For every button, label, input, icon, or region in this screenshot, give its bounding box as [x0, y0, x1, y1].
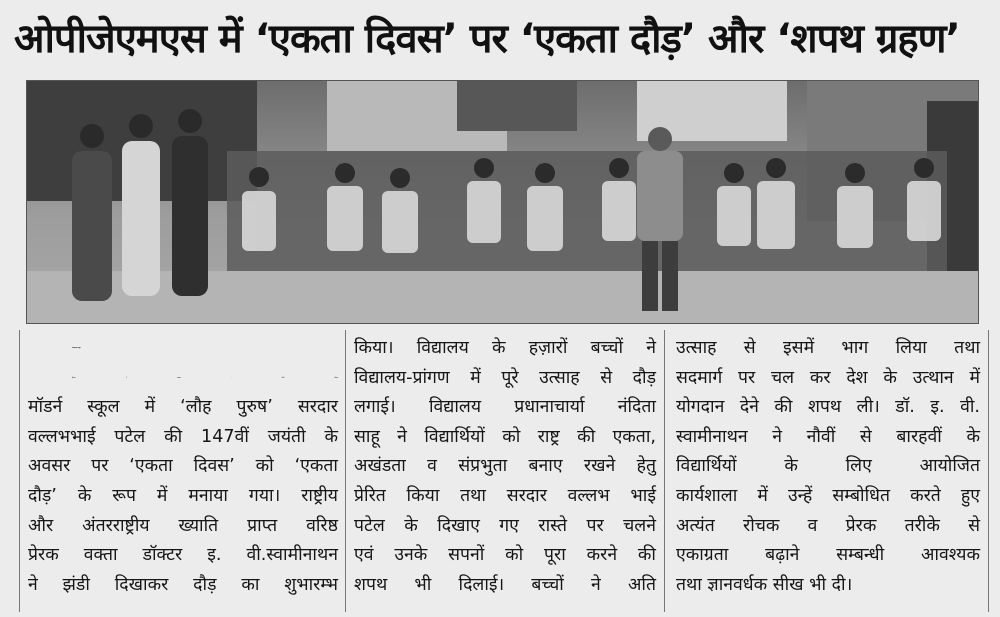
article-line: स्वामीनाथन ने नौवीं से बारहवीं के	[676, 426, 980, 447]
article-line: एकाग्रता बढ़ाने सम्बन्धी आवश्यक	[676, 545, 980, 566]
article-line: शपथ भी दिलाई। बच्चों ने अति	[354, 574, 656, 595]
news-photo	[26, 80, 979, 324]
article-line: पटेल के दिखाए गए रास्ते पर चलने	[354, 515, 656, 536]
article-line: विद्यार्थियों के लिए आयोजित	[676, 456, 980, 477]
article-line: प्रेरक वक्ता डॉक्टर इ. वी.स्वामीनाथन	[28, 545, 338, 566]
headline: ओपीजेएमएस में ‘एकता दिवस’ पर ‘एकता दौड़’ और ‘शपथ ग्रहण’	[14, 16, 960, 62]
article-column-2	[354, 334, 656, 614]
article-line: मॉडर्न स्कूल में ‘लौह पुरुष’ सरदार	[28, 397, 338, 418]
article-line: उत्साह से इसमें भाग लिया तथा	[676, 338, 980, 358]
column-divider-2	[664, 330, 665, 612]
article-line: प्रेरित किया तथा सरदार वल्लभ भाई	[354, 485, 656, 506]
article-line: अखंडता व संप्रभुता बनाए रखने हेतु	[354, 456, 656, 477]
article-line: तथा ज्ञानवर्धक सीख भी दी।	[676, 574, 853, 595]
column-divider-left	[19, 330, 20, 612]
byline: पाठकपक्ष न्यूज	[72, 348, 81, 349]
article-line: लगाई। विद्यालय प्रधानाचार्या नंदिता	[354, 397, 656, 418]
article-line: किया। विद्यालय के हज़ारों बच्चों ने	[354, 338, 656, 358]
article-line: सदमार्ग पर चल कर देश के उत्थान में	[676, 367, 980, 388]
article-line: योगदान देने की शपथ ली। डॉ. इ. वी.	[676, 397, 980, 418]
article-line: हिसार, 1 नवम्बर : ओपी जिंदल	[72, 377, 338, 379]
article-column-3	[676, 334, 980, 614]
article-line: एवं उनके सपनों को पूरा करने की	[354, 545, 656, 566]
article-line: दौड़’ के रूप में मनाया गया। राष्ट्रीय	[28, 485, 338, 506]
article-line: कार्यशाला में उन्हें सम्बोधित करते हुए	[676, 485, 980, 506]
article-line: और अंतरराष्ट्रीय ख्याति प्राप्त वरिष्ठ	[28, 515, 338, 536]
article-line: अत्यंत रोचक व प्रेरक तरीके से	[676, 515, 980, 536]
article-line: साहू ने विद्यार्थियों को राष्ट्र की एकता,	[354, 426, 656, 447]
article-line: वल्लभभाई पटेल की 147वीं जयंती के	[28, 426, 338, 447]
article-line: विद्यालय-प्रांगण में पूरे उत्साह से दौड़	[354, 367, 656, 388]
article-line: अवसर पर ‘एकता दिवस’ को ‘एकता	[28, 456, 338, 477]
column-divider-1	[345, 330, 346, 612]
article-line: ने झंडी दिखाकर दौड़ का शुभारम्भ	[28, 574, 338, 595]
running-students-photo	[27, 81, 979, 324]
column-divider-right	[988, 330, 989, 612]
article-column-1	[28, 334, 338, 614]
